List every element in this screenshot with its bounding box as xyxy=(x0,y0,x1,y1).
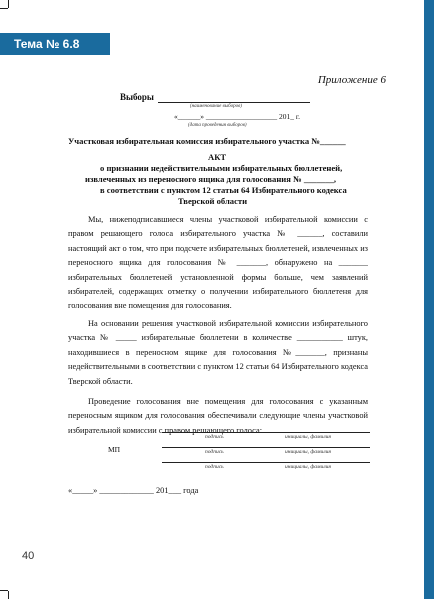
crop-mark xyxy=(8,0,9,8)
commission-title: Участковая избирательная комиссия избирательного участка №______ xyxy=(68,136,346,146)
crop-mark xyxy=(8,591,9,599)
crop-mark xyxy=(0,590,8,591)
page-number: 40 xyxy=(22,550,35,562)
page-edge-bar xyxy=(424,0,434,599)
signature-label: подпись xyxy=(205,464,224,470)
elections-sublabel: (наименование выборов) xyxy=(190,104,242,109)
paragraph-1: Мы, нижеподписавшиеся члены участковой избирательной комиссии с правом решающего голоса избирательного участка № ______, составили настоящий акт о том, что при подсчете избирательных бюллетеней, извлеченных из переносного ящика для голосования № _______, обнаружено на _______ избирательных бюллетеней установленной формы больше, чем заявлений избирателей, содержащих отметку о получении избирательного бюллетеня для голосования вне помещения для голосования. xyxy=(68,215,368,311)
election-date: «______» ___________________ 201_ г. xyxy=(174,112,300,121)
name-label: инициалы, фамилия xyxy=(285,434,331,440)
act-title-line1: о признании недействительными избирательных бюллетеней, xyxy=(100,163,343,173)
bottom-date: «_____» _____________ 201___ года xyxy=(68,486,199,495)
stamp-label: МП xyxy=(108,445,121,454)
act-heading: АКТ xyxy=(208,152,227,162)
name-label: инициалы, фамилия xyxy=(285,464,331,470)
crop-mark xyxy=(0,8,8,9)
elections-label: Выборы xyxy=(120,92,154,102)
signature-line xyxy=(162,462,370,463)
signature-line xyxy=(162,432,370,433)
act-title-line4: Тверской области xyxy=(178,196,248,206)
name-label: инициалы, фамилия xyxy=(285,449,331,455)
act-title-line3: в соответствии с пунктом 12 статьи 64 Избирательного кодекса xyxy=(100,185,347,195)
appendix-label: Приложение 6 xyxy=(317,74,386,86)
paragraph-3: Проведение голосования вне помещения для голосования с указанным переносным ящиком для голосования обеспечивали следующие члены участковой избирательной комиссии с правом решающего голоса: xyxy=(68,397,368,435)
elections-line xyxy=(158,102,310,103)
signature-label: подпись xyxy=(205,449,224,455)
theme-tab: Тема № 6.8 xyxy=(0,33,110,55)
signature-line xyxy=(162,447,370,448)
paragraph-2: На основании решения участковой избирательной комиссии избирательного участка № _____ избирательные бюллетени в количестве ___________ штук, находившиеся в переносном ящике для голосования №_______, признаны недействительными в соответствии с пунктом 12 статьи 64 Избирательного кодекса Тверской области. xyxy=(68,319,368,386)
election-date-sublabel: (дата проведения выборов) xyxy=(188,123,247,128)
act-title-line2: извлеченных из переносного ящика для голосования № _______, xyxy=(85,174,337,184)
signature-label: подпись xyxy=(205,434,224,440)
